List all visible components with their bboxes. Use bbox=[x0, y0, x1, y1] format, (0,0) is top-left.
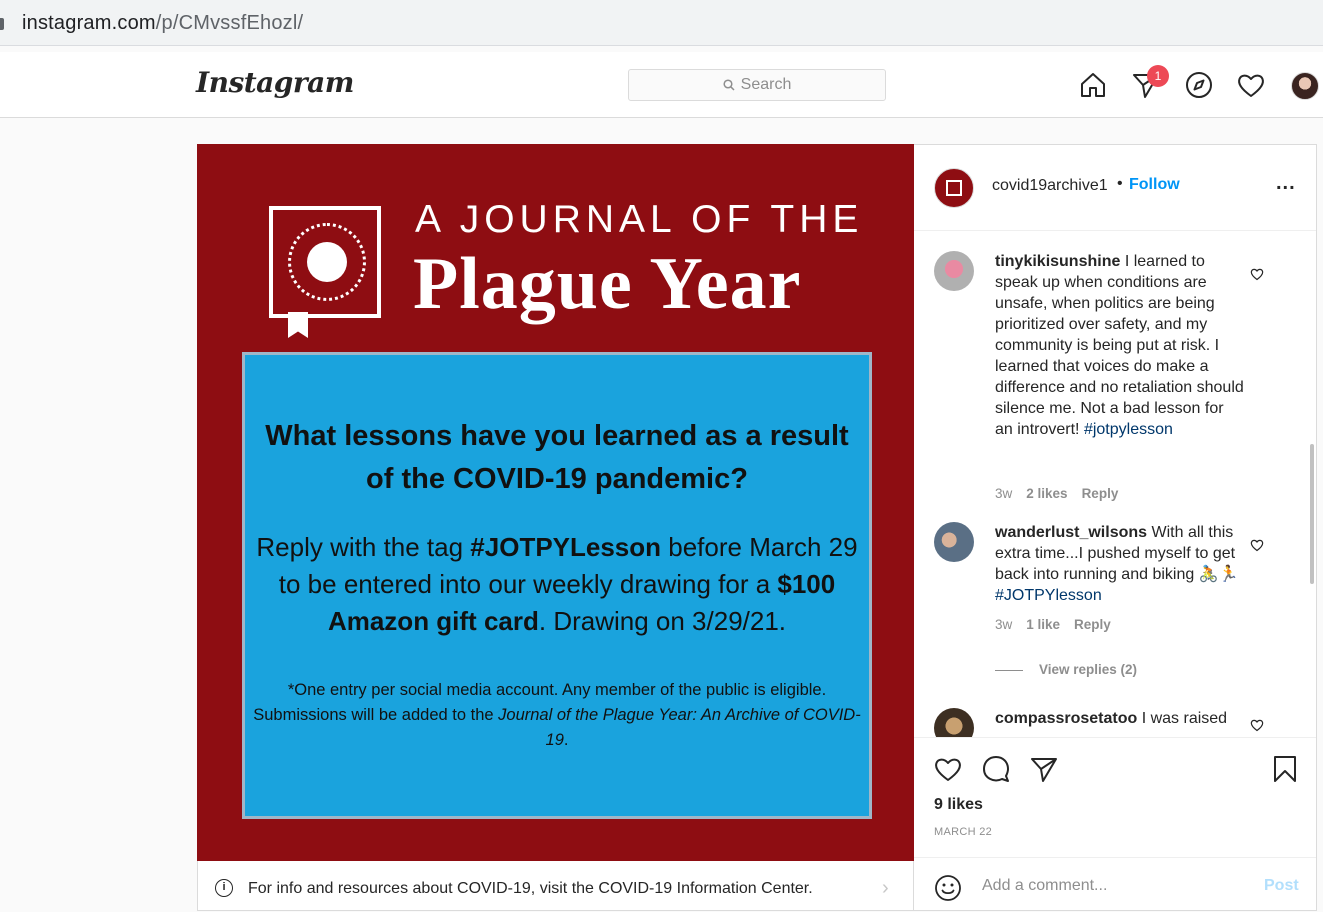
note-text-2: . bbox=[563, 731, 569, 749]
instagram-logo[interactable]: Instagram bbox=[196, 66, 354, 99]
reply-prize: $100 Amazon gift card bbox=[327, 569, 836, 636]
comment-time: 3w bbox=[995, 617, 1013, 632]
commenter-username[interactable]: tinykikisunshine bbox=[995, 253, 1121, 270]
journal-logo-sun bbox=[307, 242, 347, 282]
comment-reply-button[interactable]: Reply bbox=[1081, 486, 1119, 501]
more-options-button[interactable]: ... bbox=[1276, 172, 1296, 194]
emoji-smile-icon[interactable] bbox=[934, 874, 962, 902]
search-placeholder: Search bbox=[740, 76, 792, 93]
comment-time: 3w bbox=[995, 486, 1013, 501]
comment-hashtag[interactable]: #JOTPYlesson bbox=[995, 587, 1102, 604]
home-icon[interactable] bbox=[1078, 70, 1108, 100]
activity-heart-icon[interactable] bbox=[1236, 70, 1266, 100]
share-paper-plane-icon[interactable] bbox=[1029, 754, 1059, 784]
comment-hashtag[interactable]: #jotpylesson bbox=[1083, 421, 1173, 438]
commenter-avatar[interactable] bbox=[934, 251, 974, 291]
comment-meta bbox=[995, 486, 1132, 501]
covid-info-bar[interactable] bbox=[197, 861, 914, 911]
browser-url-bar[interactable] bbox=[0, 0, 1323, 46]
announcement-box bbox=[242, 352, 872, 819]
post-comment-button[interactable]: Post bbox=[1264, 877, 1299, 894]
info-icon: i bbox=[215, 879, 233, 897]
account-avatar[interactable] bbox=[934, 168, 974, 208]
chevron-right-icon: › bbox=[882, 877, 889, 899]
comment-body: I was raised bbox=[1137, 710, 1228, 727]
account-avatar-logo bbox=[946, 180, 962, 196]
comment-text bbox=[995, 522, 1245, 606]
reply-text-3: . Drawing on 3/29/21. bbox=[538, 606, 787, 636]
reply-hashtag: #JOTPYLesson bbox=[470, 532, 662, 562]
like-heart-icon[interactable] bbox=[933, 754, 963, 784]
save-bookmark-icon[interactable] bbox=[1270, 754, 1300, 784]
url-path: /p/CMvssfEhozl/ bbox=[155, 12, 304, 34]
view-replies-line bbox=[995, 670, 1023, 671]
note-text-1: *One entry per social media account. Any member of the public is eligible. Submissions will be added to the bbox=[253, 681, 827, 724]
comment-reply-button[interactable]: Reply bbox=[1074, 617, 1111, 632]
announcement-note bbox=[251, 678, 863, 753]
lock-icon bbox=[0, 18, 4, 30]
commenter-avatar[interactable] bbox=[934, 708, 974, 737]
search-icon bbox=[723, 79, 735, 91]
add-comment-bar bbox=[914, 857, 1316, 912]
add-comment-input[interactable] bbox=[982, 874, 1232, 898]
comment-text bbox=[995, 251, 1245, 440]
commenter-username[interactable]: compassrosetatoo bbox=[995, 710, 1138, 727]
journal-logo-bookmark bbox=[288, 312, 308, 338]
announcement-question: What lessons have you learned as a result of the COVID-19 pandemic? bbox=[265, 420, 849, 495]
post-image[interactable] bbox=[197, 144, 914, 861]
comments-scrollbar[interactable] bbox=[1310, 444, 1314, 584]
comment-likes[interactable]: 2 likes bbox=[1026, 486, 1068, 501]
commenter-avatar[interactable] bbox=[934, 522, 974, 562]
post-side-panel bbox=[914, 144, 1317, 911]
profile-avatar[interactable] bbox=[1291, 72, 1319, 100]
comment-meta bbox=[995, 617, 1125, 632]
reply-text-1: Reply with the tag bbox=[256, 532, 471, 562]
notification-badge: 1 bbox=[1147, 65, 1169, 87]
search-box[interactable] bbox=[628, 69, 886, 101]
comment-body: I learned to speak up when conditions are unsafe, when politics are being prioritized over safety, and my community is being put at risk. I learned that voices do make a difference and no retaliation should silence me. Not a bad lesson for an introvert! bbox=[995, 253, 1244, 438]
comment-like-heart-icon[interactable] bbox=[1250, 538, 1264, 552]
announcement-instructions bbox=[251, 529, 863, 640]
separator-dot: • bbox=[1117, 175, 1123, 192]
covid-info-text: For info and resources about COVID-19, visit the COVID-19 Information Center. bbox=[248, 880, 813, 897]
comment-text bbox=[995, 708, 1245, 729]
note-italic: Journal of the Plague Year: An Archive of COVID-19 bbox=[498, 706, 861, 749]
view-replies-button[interactable] bbox=[995, 662, 1137, 677]
url-domain: instagram.com bbox=[22, 12, 156, 34]
comment-like-heart-icon[interactable] bbox=[1250, 718, 1264, 732]
commenter-username[interactable]: wanderlust_wilsons bbox=[995, 524, 1148, 541]
account-name[interactable]: covid19archive1 bbox=[992, 177, 1108, 194]
journal-header-small: A JOURNAL OF THE bbox=[415, 198, 864, 241]
follow-button[interactable]: Follow bbox=[1129, 176, 1180, 193]
reply-text-2: before March 29 to be entered into our weekly drawing for a bbox=[278, 532, 858, 599]
post-actions bbox=[914, 737, 1316, 857]
post-date: MARCH 22 bbox=[934, 826, 993, 838]
post-header bbox=[914, 145, 1316, 231]
comments-list[interactable] bbox=[914, 231, 1316, 737]
top-navigation bbox=[0, 52, 1323, 118]
comment-likes[interactable]: 1 like bbox=[1026, 617, 1061, 632]
post-likes-count[interactable]: 9 likes bbox=[934, 796, 983, 813]
comment-like-heart-icon[interactable] bbox=[1250, 267, 1264, 281]
journal-header-large: Plague Year bbox=[413, 243, 802, 325]
comment-body: With all this extra time...I pushed myself to get back into running and biking 🚴🏃 bbox=[995, 524, 1239, 583]
comment-bubble-icon[interactable] bbox=[981, 754, 1011, 784]
view-replies-label: View replies (2) bbox=[1039, 662, 1138, 677]
url-text[interactable] bbox=[22, 12, 303, 35]
explore-compass-icon[interactable] bbox=[1184, 70, 1214, 100]
